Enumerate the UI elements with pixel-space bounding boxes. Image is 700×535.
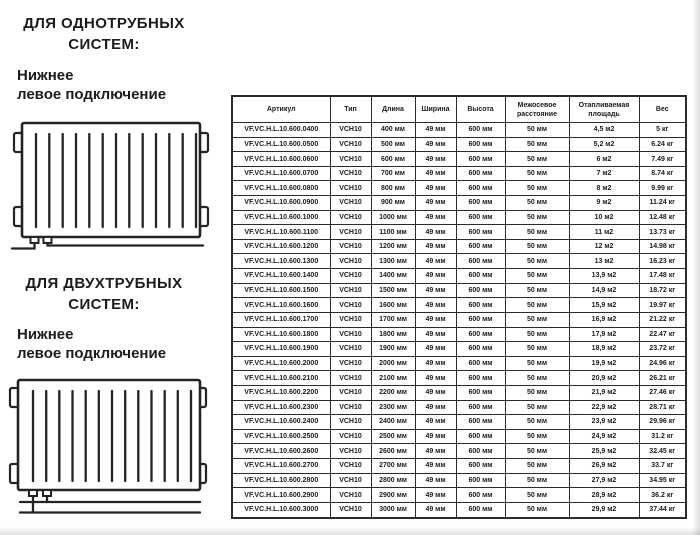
table-cell: 7 м2: [569, 166, 639, 181]
table-row: [232, 123, 686, 138]
table-cell: 600 мм: [456, 181, 505, 196]
table-cell: 50 мм: [505, 342, 569, 357]
table-cell: 37.44 кг: [639, 502, 686, 518]
connection-label-line: левое подключение: [17, 345, 167, 362]
table-cell: 600 мм: [456, 298, 505, 313]
table-cell: 50 мм: [505, 181, 569, 196]
table-cell: 1700 мм: [371, 312, 415, 327]
table-cell: 49 мм: [415, 210, 456, 225]
table-cell: 49 мм: [415, 166, 456, 181]
table-row: [232, 239, 686, 254]
table-row: [232, 342, 686, 357]
table-cell: 49 мм: [415, 444, 456, 459]
table-cell: 600 мм: [456, 196, 505, 211]
table-cell: VCH10: [330, 400, 371, 415]
table-cell: VCH10: [330, 356, 371, 371]
table-row: [232, 298, 686, 313]
table-cell: VF.VC.H.L.10.600.0500: [232, 137, 330, 152]
table-cell: 7.49 кг: [639, 152, 686, 167]
table-cell: VF.VC.H.L.10.600.0600: [232, 152, 330, 167]
table-cell: 49 мм: [415, 327, 456, 342]
table-cell: VCH10: [330, 444, 371, 459]
table-cell: 34.95 кг: [639, 473, 686, 488]
column-header: Длина: [371, 96, 415, 123]
table-cell: 10 м2: [569, 210, 639, 225]
table-cell: VF.VC.H.L.10.600.2800: [232, 473, 330, 488]
table-cell: 50 мм: [505, 137, 569, 152]
table-cell: VF.VC.H.L.10.600.2500: [232, 429, 330, 444]
table-cell: 12.48 кг: [639, 210, 686, 225]
table-cell: 50 мм: [505, 152, 569, 167]
heading-line: СИСТЕМ:: [68, 296, 140, 313]
table-cell: 22,9 м2: [569, 400, 639, 415]
table-cell: VF.VC.H.L.10.600.2100: [232, 371, 330, 386]
table-cell: 13,9 м2: [569, 269, 639, 284]
table-cell: VCH10: [330, 312, 371, 327]
table-cell: 2300 мм: [371, 400, 415, 415]
radiator-two-pipe-bottom-left-diagram: [0, 376, 215, 518]
connection-label-line: левое подключение: [17, 86, 167, 103]
table-row: [232, 371, 686, 386]
table-cell: 33.7 кг: [639, 459, 686, 474]
table-cell: VCH10: [330, 488, 371, 503]
table-row: [232, 269, 686, 284]
table-cell: 18.72 кг: [639, 283, 686, 298]
table-cell: 49 мм: [415, 385, 456, 400]
table-cell: 49 мм: [415, 196, 456, 211]
table-cell: 50 мм: [505, 400, 569, 415]
table-cell: 50 мм: [505, 283, 569, 298]
table-cell: 12 м2: [569, 239, 639, 254]
table-cell: 8 м2: [569, 181, 639, 196]
table-cell: 15,9 м2: [569, 298, 639, 313]
table-row: [232, 210, 686, 225]
table-cell: 27.46 кг: [639, 385, 686, 400]
table-cell: VCH10: [330, 385, 371, 400]
table-cell: VF.VC.H.L.10.600.1900: [232, 342, 330, 357]
table-row: [232, 400, 686, 415]
table-cell: 5 кг: [639, 123, 686, 138]
table-cell: 600 мм: [456, 269, 505, 284]
table-cell: 2800 мм: [371, 473, 415, 488]
table-cell: 28.71 кг: [639, 400, 686, 415]
table-cell: 23,9 м2: [569, 415, 639, 430]
table-cell: VCH10: [330, 166, 371, 181]
table-cell: 50 мм: [505, 488, 569, 503]
connection-label-two-pipe: [17, 325, 166, 363]
table-cell: 2600 мм: [371, 444, 415, 459]
table-cell: 1600 мм: [371, 298, 415, 313]
spec-table: [231, 95, 687, 519]
table-cell: VCH10: [330, 225, 371, 240]
table-cell: 29.96 кг: [639, 415, 686, 430]
table-cell: 49 мм: [415, 181, 456, 196]
radiator-single-pipe-bottom-left-diagram: [0, 120, 215, 255]
table-row: [232, 488, 686, 503]
photo-edge-shadow-bottom: [0, 527, 700, 535]
table-cell: 600 мм: [456, 239, 505, 254]
table-cell: 50 мм: [505, 371, 569, 386]
table-cell: VCH10: [330, 371, 371, 386]
table-cell: 600 мм: [456, 444, 505, 459]
table-cell: 49 мм: [415, 312, 456, 327]
table-cell: 50 мм: [505, 444, 569, 459]
table-row: [232, 385, 686, 400]
table-cell: 600 мм: [456, 166, 505, 181]
single-pipe-piping: [12, 243, 203, 249]
table-cell: VF.VC.H.L.10.600.0700: [232, 166, 330, 181]
table-cell: 500 мм: [371, 137, 415, 152]
column-header: Артикул: [232, 96, 330, 123]
table-cell: 49 мм: [415, 400, 456, 415]
table-cell: 600 мм: [456, 429, 505, 444]
table-cell: 50 мм: [505, 123, 569, 138]
column-header: Высота: [456, 96, 505, 123]
table-cell: 5,2 м2: [569, 137, 639, 152]
table-cell: 49 мм: [415, 123, 456, 138]
table-cell: VF.VC.H.L.10.600.1300: [232, 254, 330, 269]
table-cell: 11.24 кг: [639, 196, 686, 211]
table-cell: 49 мм: [415, 502, 456, 518]
table-cell: VF.VC.H.L.10.600.2900: [232, 488, 330, 503]
table-cell: 1200 мм: [371, 239, 415, 254]
table-cell: VCH10: [330, 196, 371, 211]
photo-edge-shadow-right: [692, 0, 700, 535]
table-cell: 13 м2: [569, 254, 639, 269]
table-cell: 26.21 кг: [639, 371, 686, 386]
two-pipe-piping: [20, 496, 200, 513]
table-cell: 600 мм: [456, 210, 505, 225]
table-cell: VF.VC.H.L.10.600.2000: [232, 356, 330, 371]
table-cell: 16,9 м2: [569, 312, 639, 327]
table-cell: 4,5 м2: [569, 123, 639, 138]
table-cell: VF.VC.H.L.10.600.1800: [232, 327, 330, 342]
table-cell: VCH10: [330, 137, 371, 152]
table-cell: 49 мм: [415, 283, 456, 298]
table-cell: 50 мм: [505, 473, 569, 488]
table-cell: 600 мм: [371, 152, 415, 167]
heading-line: ДЛЯ ОДНОТРУБНЫХ: [23, 15, 185, 32]
table-cell: 26,9 м2: [569, 459, 639, 474]
table-cell: 600 мм: [456, 488, 505, 503]
table-cell: 700 мм: [371, 166, 415, 181]
table-cell: 20,9 м2: [569, 371, 639, 386]
table-cell: 50 мм: [505, 239, 569, 254]
table-cell: 50 мм: [505, 210, 569, 225]
table-cell: 28,9 м2: [569, 488, 639, 503]
table-cell: 1800 мм: [371, 327, 415, 342]
table-cell: 1300 мм: [371, 254, 415, 269]
table-cell: VF.VC.H.L.10.600.0800: [232, 181, 330, 196]
table-cell: 29,9 м2: [569, 502, 639, 518]
table-row: [232, 137, 686, 152]
table-cell: VF.VC.H.L.10.600.1100: [232, 225, 330, 240]
table-row: [232, 356, 686, 371]
table-cell: 600 мм: [456, 371, 505, 386]
table-cell: VCH10: [330, 283, 371, 298]
table-cell: 21.22 кг: [639, 312, 686, 327]
table-cell: 2700 мм: [371, 459, 415, 474]
table-cell: 36.2 кг: [639, 488, 686, 503]
table-cell: VCH10: [330, 181, 371, 196]
table-cell: 600 мм: [456, 254, 505, 269]
table-row: [232, 254, 686, 269]
table-cell: 14.98 кг: [639, 239, 686, 254]
table-cell: 600 мм: [456, 342, 505, 357]
table-cell: VF.VC.H.L.10.600.2700: [232, 459, 330, 474]
table-cell: 600 мм: [456, 459, 505, 474]
table-cell: VCH10: [330, 210, 371, 225]
header-row: [232, 96, 686, 123]
table-cell: 600 мм: [456, 356, 505, 371]
table-cell: 49 мм: [415, 239, 456, 254]
table-cell: 25,9 м2: [569, 444, 639, 459]
table-cell: VF.VC.H.L.10.600.2400: [232, 415, 330, 430]
table-cell: 50 мм: [505, 312, 569, 327]
table-cell: VF.VC.H.L.10.600.3000: [232, 502, 330, 518]
table-cell: 49 мм: [415, 429, 456, 444]
table-cell: 600 мм: [456, 225, 505, 240]
table-row: [232, 181, 686, 196]
table-cell: 900 мм: [371, 196, 415, 211]
table-cell: 600 мм: [456, 385, 505, 400]
table-cell: 2200 мм: [371, 385, 415, 400]
table-cell: 49 мм: [415, 342, 456, 357]
table-cell: VCH10: [330, 342, 371, 357]
table-cell: 49 мм: [415, 298, 456, 313]
table-cell: 49 мм: [415, 225, 456, 240]
table-cell: VCH10: [330, 152, 371, 167]
table-cell: VF.VC.H.L.10.600.1400: [232, 269, 330, 284]
table-cell: 8.74 кг: [639, 166, 686, 181]
table-cell: 22.47 кг: [639, 327, 686, 342]
table-cell: VCH10: [330, 123, 371, 138]
table-cell: 11 м2: [569, 225, 639, 240]
table-cell: VF.VC.H.L.10.600.2600: [232, 444, 330, 459]
table-cell: VCH10: [330, 327, 371, 342]
table-cell: 6 м2: [569, 152, 639, 167]
table-cell: VF.VC.H.L.10.600.2200: [232, 385, 330, 400]
table-cell: 600 мм: [456, 283, 505, 298]
connection-label-single-pipe: [17, 66, 166, 104]
table-cell: 50 мм: [505, 415, 569, 430]
connection-label-line: Нижнее: [17, 326, 74, 343]
table-cell: 50 мм: [505, 269, 569, 284]
table-cell: 600 мм: [456, 312, 505, 327]
table-cell: VCH10: [330, 298, 371, 313]
spec-table-header: [232, 96, 686, 123]
table-cell: 2400 мм: [371, 415, 415, 430]
table-cell: 24,9 м2: [569, 429, 639, 444]
table-cell: 1400 мм: [371, 269, 415, 284]
table-cell: 2900 мм: [371, 488, 415, 503]
table-row: [232, 429, 686, 444]
table-cell: 600 мм: [456, 473, 505, 488]
table-cell: 50 мм: [505, 254, 569, 269]
table-cell: 17.48 кг: [639, 269, 686, 284]
table-row: [232, 312, 686, 327]
table-cell: 32.45 кг: [639, 444, 686, 459]
column-header: Отапливаемая площадь: [569, 96, 639, 123]
table-cell: 600 мм: [456, 152, 505, 167]
table-cell: 2100 мм: [371, 371, 415, 386]
table-cell: 50 мм: [505, 385, 569, 400]
table-cell: 2500 мм: [371, 429, 415, 444]
table-cell: 400 мм: [371, 123, 415, 138]
table-row: [232, 473, 686, 488]
table-row: [232, 196, 686, 211]
table-row: [232, 166, 686, 181]
table-cell: 1900 мм: [371, 342, 415, 357]
table-cell: 9 м2: [569, 196, 639, 211]
table-cell: 18,9 м2: [569, 342, 639, 357]
table-cell: 2000 мм: [371, 356, 415, 371]
table-cell: 17,9 м2: [569, 327, 639, 342]
table-cell: 21,9 м2: [569, 385, 639, 400]
table-cell: 27,9 м2: [569, 473, 639, 488]
table-cell: 49 мм: [415, 152, 456, 167]
table-cell: 23.72 кг: [639, 342, 686, 357]
table-cell: 49 мм: [415, 356, 456, 371]
table-cell: VCH10: [330, 239, 371, 254]
table-cell: 600 мм: [456, 400, 505, 415]
table-cell: VCH10: [330, 269, 371, 284]
table-row: [232, 225, 686, 240]
table-cell: VF.VC.H.L.10.600.1000: [232, 210, 330, 225]
table-cell: 50 мм: [505, 225, 569, 240]
table-cell: 600 мм: [456, 137, 505, 152]
table-row: [232, 444, 686, 459]
table-row: [232, 459, 686, 474]
table-cell: 50 мм: [505, 298, 569, 313]
table-cell: 49 мм: [415, 254, 456, 269]
table-cell: 9.99 кг: [639, 181, 686, 196]
table-cell: 6.24 кг: [639, 137, 686, 152]
table-cell: 50 мм: [505, 356, 569, 371]
table-cell: 1000 мм: [371, 210, 415, 225]
column-header: Межосевое расстояние: [505, 96, 569, 123]
table-cell: 49 мм: [415, 137, 456, 152]
table-cell: 13.73 кг: [639, 225, 686, 240]
table-cell: 49 мм: [415, 371, 456, 386]
table-cell: 600 мм: [456, 502, 505, 518]
table-cell: 3000 мм: [371, 502, 415, 518]
table-row: [232, 283, 686, 298]
table-cell: 14,9 м2: [569, 283, 639, 298]
table-cell: 50 мм: [505, 327, 569, 342]
section-heading-single-pipe: [4, 13, 204, 55]
table-cell: VF.VC.H.L.10.600.1500: [232, 283, 330, 298]
table-cell: VCH10: [330, 415, 371, 430]
spec-table-body: [232, 123, 686, 519]
table-cell: 19.97 кг: [639, 298, 686, 313]
table-cell: 600 мм: [456, 123, 505, 138]
table-cell: 50 мм: [505, 459, 569, 474]
table-cell: VF.VC.H.L.10.600.1200: [232, 239, 330, 254]
table-cell: 49 мм: [415, 269, 456, 284]
table-cell: 16.23 кг: [639, 254, 686, 269]
table-cell: 50 мм: [505, 196, 569, 211]
table-cell: VF.VC.H.L.10.600.1600: [232, 298, 330, 313]
table-cell: VF.VC.H.L.10.600.0400: [232, 123, 330, 138]
table-row: [232, 502, 686, 518]
table-cell: 600 мм: [456, 327, 505, 342]
table-cell: VCH10: [330, 502, 371, 518]
table-cell: VF.VC.H.L.10.600.2300: [232, 400, 330, 415]
table-cell: 49 мм: [415, 488, 456, 503]
heading-line: ДЛЯ ДВУХТРУБНЫХ: [25, 275, 183, 292]
table-cell: 49 мм: [415, 473, 456, 488]
table-cell: VCH10: [330, 254, 371, 269]
table-cell: 600 мм: [456, 415, 505, 430]
table-cell: 19,9 м2: [569, 356, 639, 371]
table-cell: VCH10: [330, 473, 371, 488]
table-cell: VF.VC.H.L.10.600.1700: [232, 312, 330, 327]
table-row: [232, 415, 686, 430]
table-cell: 50 мм: [505, 166, 569, 181]
table-cell: 49 мм: [415, 415, 456, 430]
heading-line: СИСТЕМ:: [68, 36, 140, 53]
table-cell: 24.96 кг: [639, 356, 686, 371]
table-cell: 1100 мм: [371, 225, 415, 240]
table-cell: VCH10: [330, 459, 371, 474]
connection-label-line: Нижнее: [17, 67, 74, 84]
table-cell: 50 мм: [505, 502, 569, 518]
column-header: Тип: [330, 96, 371, 123]
table-cell: VCH10: [330, 429, 371, 444]
table-cell: 49 мм: [415, 459, 456, 474]
table-cell: 800 мм: [371, 181, 415, 196]
column-header: Ширина: [415, 96, 456, 123]
table-cell: 31.2 кг: [639, 429, 686, 444]
section-heading-two-pipe: [4, 273, 204, 315]
table-row: [232, 327, 686, 342]
table-row: [232, 152, 686, 167]
column-header: Вес: [639, 96, 686, 123]
table-cell: 1500 мм: [371, 283, 415, 298]
table-cell: 50 мм: [505, 429, 569, 444]
table-cell: VF.VC.H.L.10.600.0900: [232, 196, 330, 211]
